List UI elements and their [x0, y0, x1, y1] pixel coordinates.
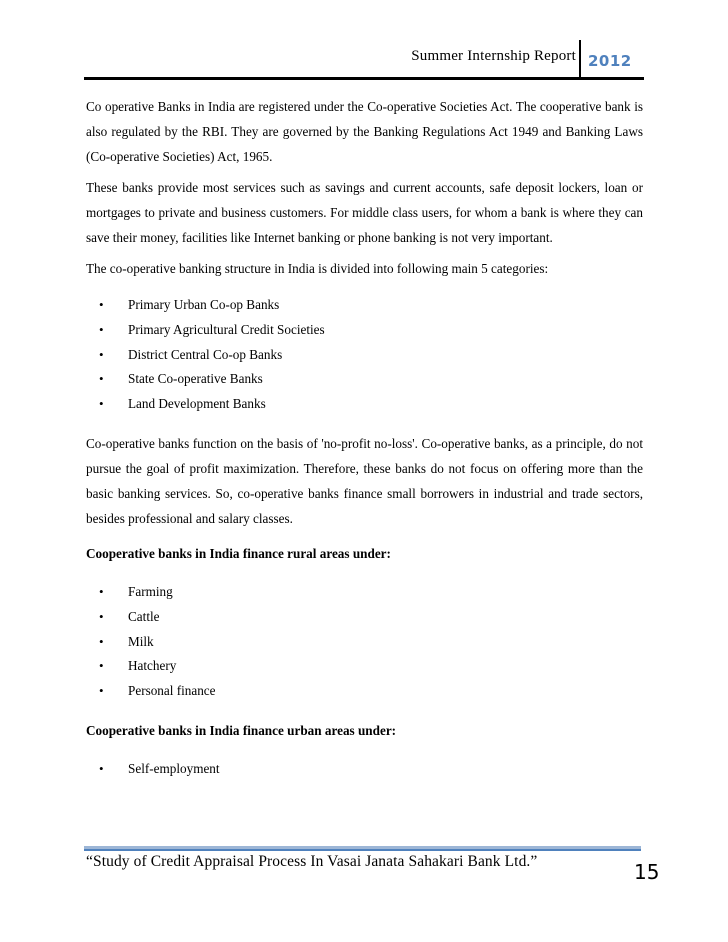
list-item: • Personal finance — [86, 679, 643, 704]
page-body — [86, 94, 643, 796]
categories-list — [86, 293, 643, 417]
urban-list — [86, 757, 643, 782]
footer-title: “Study of Credit Appraisal Process In Vasai Janata Sahakari Bank Ltd.” — [86, 853, 538, 870]
list-item: • State Co-operative Banks — [86, 367, 643, 392]
header-year: 2012 — [588, 52, 632, 70]
list-item: • Primary Urban Co-op Banks — [86, 293, 643, 318]
header-rule — [84, 77, 644, 80]
paragraph-services: These banks provide most services such as savings and current accounts, safe deposit lockers, loan or mortgages to private and business customers. For middle class users, for whom a bank is where they can save their money, facilities like Internet banking or phone banking is not very important. — [86, 180, 643, 245]
paragraph-structure-intro: The co-operative banking structure in India is divided into following main 5 categories: — [86, 261, 549, 276]
list-item: • Self-employment — [86, 757, 643, 782]
page-header — [84, 40, 644, 92]
header-title: Summer Internship Report — [411, 48, 576, 64]
rural-list — [86, 580, 643, 704]
list-item: • Farming — [86, 580, 643, 605]
list-item: • Cattle — [86, 605, 643, 630]
paragraph-no-profit: Co-operative banks function on the basis of 'no-profit no-loss'. Co-operative banks, as a principle, do not pursue the goal of profit maximization. Therefore, these banks do not focus on offering more than the basic banking services. So, co-operative banks finance small borrowers in industrial and trade sectors, besides professional and salary classes. — [86, 435, 643, 526]
rural-heading: Cooperative banks in India finance rural areas under: — [86, 545, 391, 561]
list-item: • Hatchery — [86, 654, 643, 679]
paragraph-registration: Co operative Banks in India are registered under the Co-operative Societies Act. The cooperative bank is also regulated by the RBI. They are governed by the Banking Regulations Act 1949 and Banking Laws (Co-operative Societies) Act, 1965. — [86, 99, 643, 164]
header-separator — [579, 40, 581, 80]
footer-rule-dark — [84, 849, 641, 851]
list-item: • Milk — [86, 630, 643, 655]
list-item: • District Central Co-op Banks — [86, 343, 643, 368]
page-number: 15 — [634, 860, 660, 884]
list-item: • Land Development Banks — [86, 392, 643, 417]
list-item: • Primary Agricultural Credit Societies — [86, 318, 643, 343]
urban-heading: Cooperative banks in India finance urban areas under: — [86, 722, 397, 738]
